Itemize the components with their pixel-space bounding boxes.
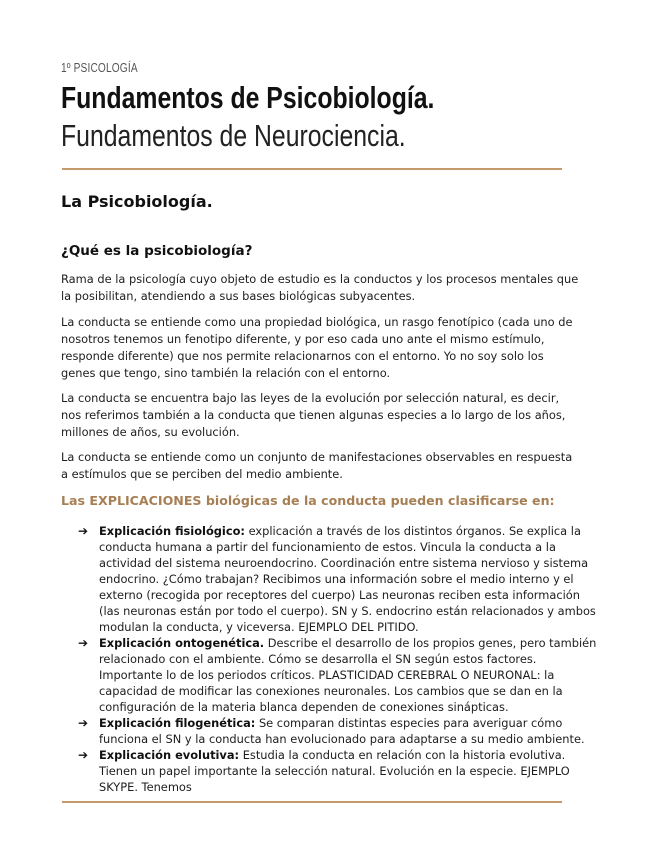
top-divider: [62, 168, 562, 170]
item-text: Se comparan distintas especies para averiguar cómo funciona el SN y la conducta han evolucionado para adaptarse a su medio ambiente.: [99, 716, 585, 746]
item-label: Explicación evolutiva:: [99, 748, 240, 762]
item-text: Describe el desarrollo de los propios genes, pero también relacionado con el ambiente. Cómo se desarrolla el SN según estos factores. Importante lo de los periodos críticos. PLASTICIDAD CEREBRAL O NEURONAL: la capacidad de modificar las conexiones neuronales. Los cambios que se dan en la configuración de la materia blanca dependen de conexiones sinápticas.: [99, 636, 597, 714]
bottom-divider: [62, 801, 562, 803]
list-item: [78, 523, 598, 635]
item-text: Estudia la conducta en relación con la historia evolutiva. Tienen un papel importante la selección natural. Evolución en la especie. EJEMPLO SKYPE. Tenemos: [99, 748, 570, 794]
item-label: Explicación ontogenética.: [99, 636, 265, 650]
paragraph: La conducta se entiende como una propiedad biológica, un rasgo fenotípico (cada uno de nosotros tenemos un fenotipo diferente, y por eso cada uno ante el mismo estímulo, responde diferente) que nos permite relacionarnos con el entorno. Yo no soy solo los genes que tengo, sino también la relación con el entorno.: [61, 315, 573, 380]
paragraph: Rama de la psicología cuyo objeto de estudio es la conductos y los procesos mentales que la posibilitan, atendiendo a sus bases biológicas subyacentes.: [61, 272, 579, 303]
list-item: [78, 715, 598, 747]
list-item: [78, 747, 598, 795]
explanations-heading: Las EXPLICACIONES biológicas de la conducta pueden clasificarse en:: [61, 493, 555, 508]
item-label: Explicación fisiológico:: [99, 524, 245, 538]
paragraph: La conducta se entiende como un conjunto de manifestaciones observables en respuesta a estímulos que se perciben del medio ambiente.: [61, 450, 573, 481]
list-item: [78, 635, 598, 715]
item-label: Explicación filogenética:: [99, 716, 256, 730]
section-heading: La Psicobiología.: [61, 192, 213, 211]
course-label: 1º PSICOLOGÍA: [61, 60, 138, 75]
arrow-right-icon: ➔: [78, 636, 89, 650]
arrow-right-icon: ➔: [78, 716, 89, 730]
document-title: Fundamentos de Psicobiología.: [61, 80, 435, 115]
explanations-list: [78, 523, 598, 795]
arrow-right-icon: ➔: [78, 524, 89, 538]
question-heading: ¿Qué es la psicobiología?: [61, 243, 253, 259]
document-subtitle: Fundamentos de Neurociencia.: [61, 118, 406, 153]
item-text: explicación a través de los distintos órganos. Se explica la conducta humana a partir del funcionamiento de estos. Vincula la conducta a la actividad del sistema neuroendocrino. Coordinación entre sistema nervioso y sistema endocrino. ¿Cómo trabajan? Recibimos una información sobre el medio interno y el externo (recogida por receptores del cuerpo) Las neuronas reciben esta información (las neuronas están por todo el cuerpo). SN y S. endocrino están relacionados y ambos modulan la conducta, y viceversa. EJEMPLO DEL PITIDO.: [99, 524, 596, 634]
arrow-right-icon: ➔: [78, 748, 89, 762]
paragraph: La conducta se encuentra bajo las leyes de la evolución por selección natural, es decir, nos referimos también a la conducta que tienen algunas especies a lo largo de los años, millones de años, su evolución.: [61, 391, 566, 439]
